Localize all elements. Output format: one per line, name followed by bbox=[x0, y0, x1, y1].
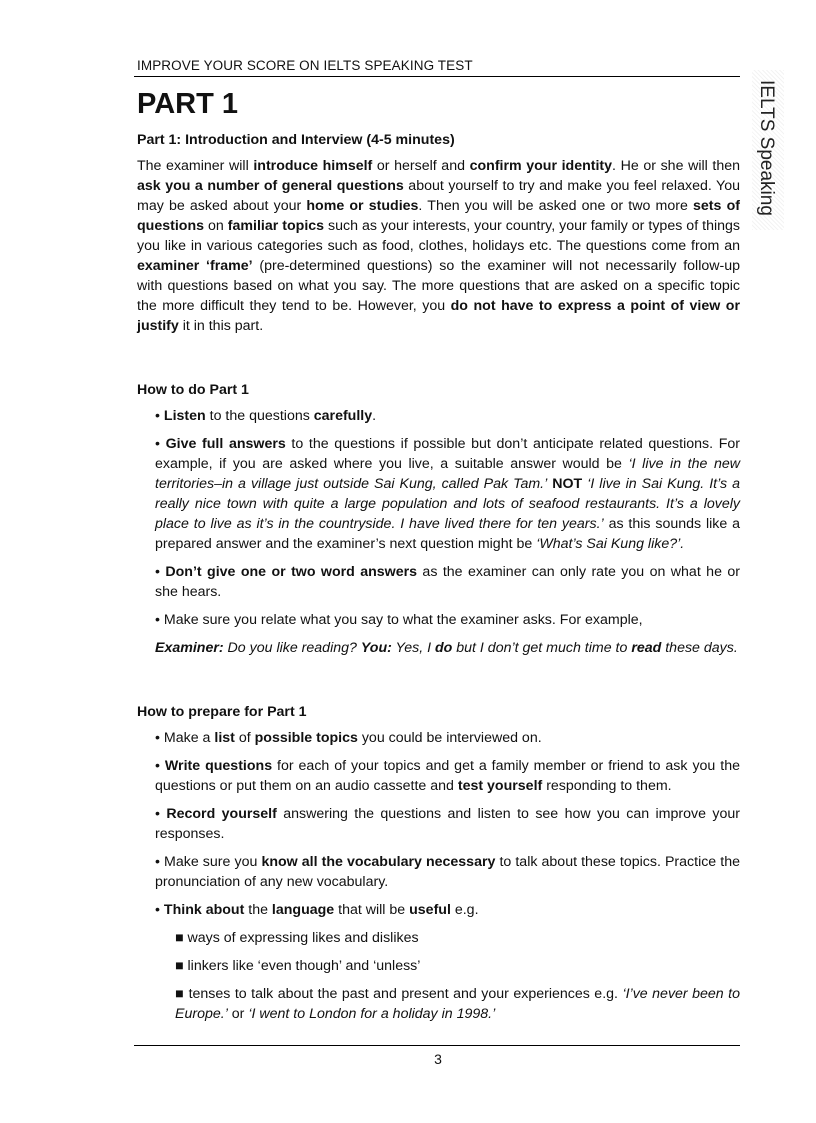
how-to-do-list bbox=[137, 406, 740, 658]
text-run: on bbox=[204, 218, 228, 234]
text-run: of bbox=[234, 730, 255, 746]
text-run: list bbox=[214, 730, 235, 746]
text-run: e.g. bbox=[450, 902, 479, 918]
text-run: as the examiner can only rate you on what he or she hears. bbox=[155, 564, 740, 600]
section-subtitle: Part 1: Introduction and Interview (4-5 minutes) bbox=[137, 132, 455, 148]
footer-divider bbox=[134, 1045, 740, 1046]
text-run: • bbox=[155, 436, 166, 452]
text-run: home or studies bbox=[306, 198, 419, 214]
bullet-item bbox=[155, 434, 740, 554]
page-body bbox=[137, 86, 740, 1032]
text-run: sets of questions bbox=[137, 198, 740, 234]
text-run: familiar topics bbox=[227, 218, 325, 234]
text-run: ‘I went to London for a holiday in 1998.’ bbox=[248, 1006, 496, 1022]
text-run: . bbox=[372, 408, 377, 424]
bullet-item bbox=[155, 900, 740, 920]
text-run: • bbox=[155, 806, 167, 822]
example-dialogue bbox=[155, 638, 740, 658]
text-run: Listen bbox=[163, 408, 206, 424]
text-run: possible topics bbox=[254, 730, 358, 746]
text-run: carefully bbox=[313, 408, 373, 424]
text-run: but I don’t get much time to bbox=[452, 640, 632, 656]
text-run: confirm your identity bbox=[469, 158, 613, 174]
text-run: you could be interviewed on. bbox=[357, 730, 542, 746]
bullet-item bbox=[155, 852, 740, 892]
text-run: responding to them. bbox=[542, 778, 672, 794]
text-run: to the questions if possible but don’t anticipate related questions. For example, if you are asked where you live, a suitable answer would be bbox=[155, 436, 740, 472]
text-run: do bbox=[434, 640, 453, 656]
text-run: ‘I live in the new territories–in a village just outside Sai Kung, called Pak Tam.’ bbox=[155, 456, 740, 492]
text-run: ‘What’s Sai Kung like?’. bbox=[536, 536, 685, 552]
text-run: examiner ‘frame’ bbox=[137, 258, 253, 274]
text-run: it in this part. bbox=[178, 318, 264, 334]
text-run: • bbox=[155, 902, 164, 918]
text-run: the bbox=[244, 902, 272, 918]
text-run: • bbox=[155, 408, 164, 424]
text-run: for each of your topics and get a family member or friend to ask you the questions or put them on an audio cassette and bbox=[155, 758, 740, 794]
intro-paragraph bbox=[137, 156, 740, 336]
text-run: read bbox=[631, 640, 662, 656]
text-run: ask you a number of general questions bbox=[137, 178, 404, 194]
text-run: about yourself to try and make you feel relaxed. You may be asked about your bbox=[137, 178, 740, 214]
text-run: ‘I live in Sai Kung. It’s a really nice town with quite a large population and lots of seafood restaurants. It’s a lovely place to live as it’s in the countryside. I have lived there for ten years.’ bbox=[155, 476, 740, 532]
text-run: do not have to express a point of view or justify bbox=[137, 298, 740, 334]
text-run: introduce himself bbox=[253, 158, 373, 174]
text-run: (pre-determined questions) so the examiner will not necessarily follow-up with questions based on what you say. The more questions that are asked on a specific topic the more difficult they tend to be. However, you bbox=[137, 258, 740, 314]
text-run: • bbox=[155, 564, 166, 580]
text-run: ■ linkers like ‘even though’ and ‘unless’ bbox=[175, 958, 421, 974]
text-run: . He or she will then bbox=[612, 158, 740, 174]
how-to-do-heading: How to do Part 1 bbox=[137, 382, 249, 398]
bullet-item bbox=[155, 406, 740, 426]
text-run: Do you like reading? bbox=[223, 640, 361, 656]
bullet-item bbox=[155, 728, 740, 748]
text-run: Write questions bbox=[164, 758, 273, 774]
text-run: language bbox=[271, 902, 335, 918]
text-run: . Then you will be asked one or two more bbox=[418, 198, 694, 214]
text-run: ■ tenses to talk about the past and present and your experiences e.g. bbox=[175, 986, 623, 1002]
text-run: Don’t give one or two word answers bbox=[165, 564, 418, 580]
running-header: IMPROVE YOUR SCORE ON IELTS SPEAKING TEST bbox=[137, 58, 473, 73]
bullet-item bbox=[155, 562, 740, 602]
sub-bullet-item bbox=[175, 928, 740, 948]
text-run: or herself and bbox=[372, 158, 470, 174]
sub-bullet-item bbox=[175, 956, 740, 976]
text-run: that will be bbox=[334, 902, 410, 918]
sub-bullet-item bbox=[175, 984, 740, 1024]
text-run: • bbox=[155, 758, 165, 774]
text-run: or bbox=[227, 1006, 249, 1022]
text-run: Yes, I bbox=[391, 640, 435, 656]
text-run: know all the vocabulary necessary bbox=[261, 854, 496, 870]
text-run: answering the questions and listen to see how you can improve your responses. bbox=[155, 806, 740, 842]
page-number: 3 bbox=[434, 1051, 442, 1067]
text-run: • Make a bbox=[155, 730, 215, 746]
text-run: • Make sure you relate what you say to what the examiner asks. For example, bbox=[155, 612, 643, 628]
page-title: PART 1 bbox=[137, 88, 238, 120]
text-run: as this sounds like a prepared answer and the examiner’s next question might be bbox=[155, 516, 740, 552]
text-run: Record yourself bbox=[166, 806, 277, 822]
text-run: these days. bbox=[661, 640, 738, 656]
text-run: You: bbox=[360, 640, 392, 656]
text-run: such as your interests, your country, your family or types of things you like in various categories such as food, clothes, holidays etc. The questions come from an bbox=[137, 218, 740, 254]
text-run: ■ ways of expressing likes and dislikes bbox=[175, 930, 419, 946]
how-to-prepare-list bbox=[137, 728, 740, 1024]
text-run: NOT bbox=[552, 476, 583, 492]
text-run: Think about bbox=[163, 902, 245, 918]
text-run: ‘I’ve never been to Europe.’ bbox=[175, 986, 740, 1022]
side-tab-label: IELTS Speaking bbox=[756, 80, 777, 216]
text-run: useful bbox=[409, 902, 451, 918]
bullet-item bbox=[155, 610, 740, 630]
how-to-prepare-heading: How to prepare for Part 1 bbox=[137, 704, 307, 720]
text-run: to the questions bbox=[205, 408, 314, 424]
text-run: Examiner: bbox=[155, 640, 224, 656]
text-run: to talk about these topics. Practice the pronunciation of any new vocabulary. bbox=[155, 854, 740, 890]
bullet-item bbox=[155, 804, 740, 844]
header-divider bbox=[134, 76, 740, 77]
text-run: test yourself bbox=[457, 778, 543, 794]
text-run: The examiner will bbox=[137, 158, 254, 174]
text-run: Give full answers bbox=[165, 436, 286, 452]
bullet-item bbox=[155, 756, 740, 796]
text-run: • Make sure you bbox=[155, 854, 262, 870]
